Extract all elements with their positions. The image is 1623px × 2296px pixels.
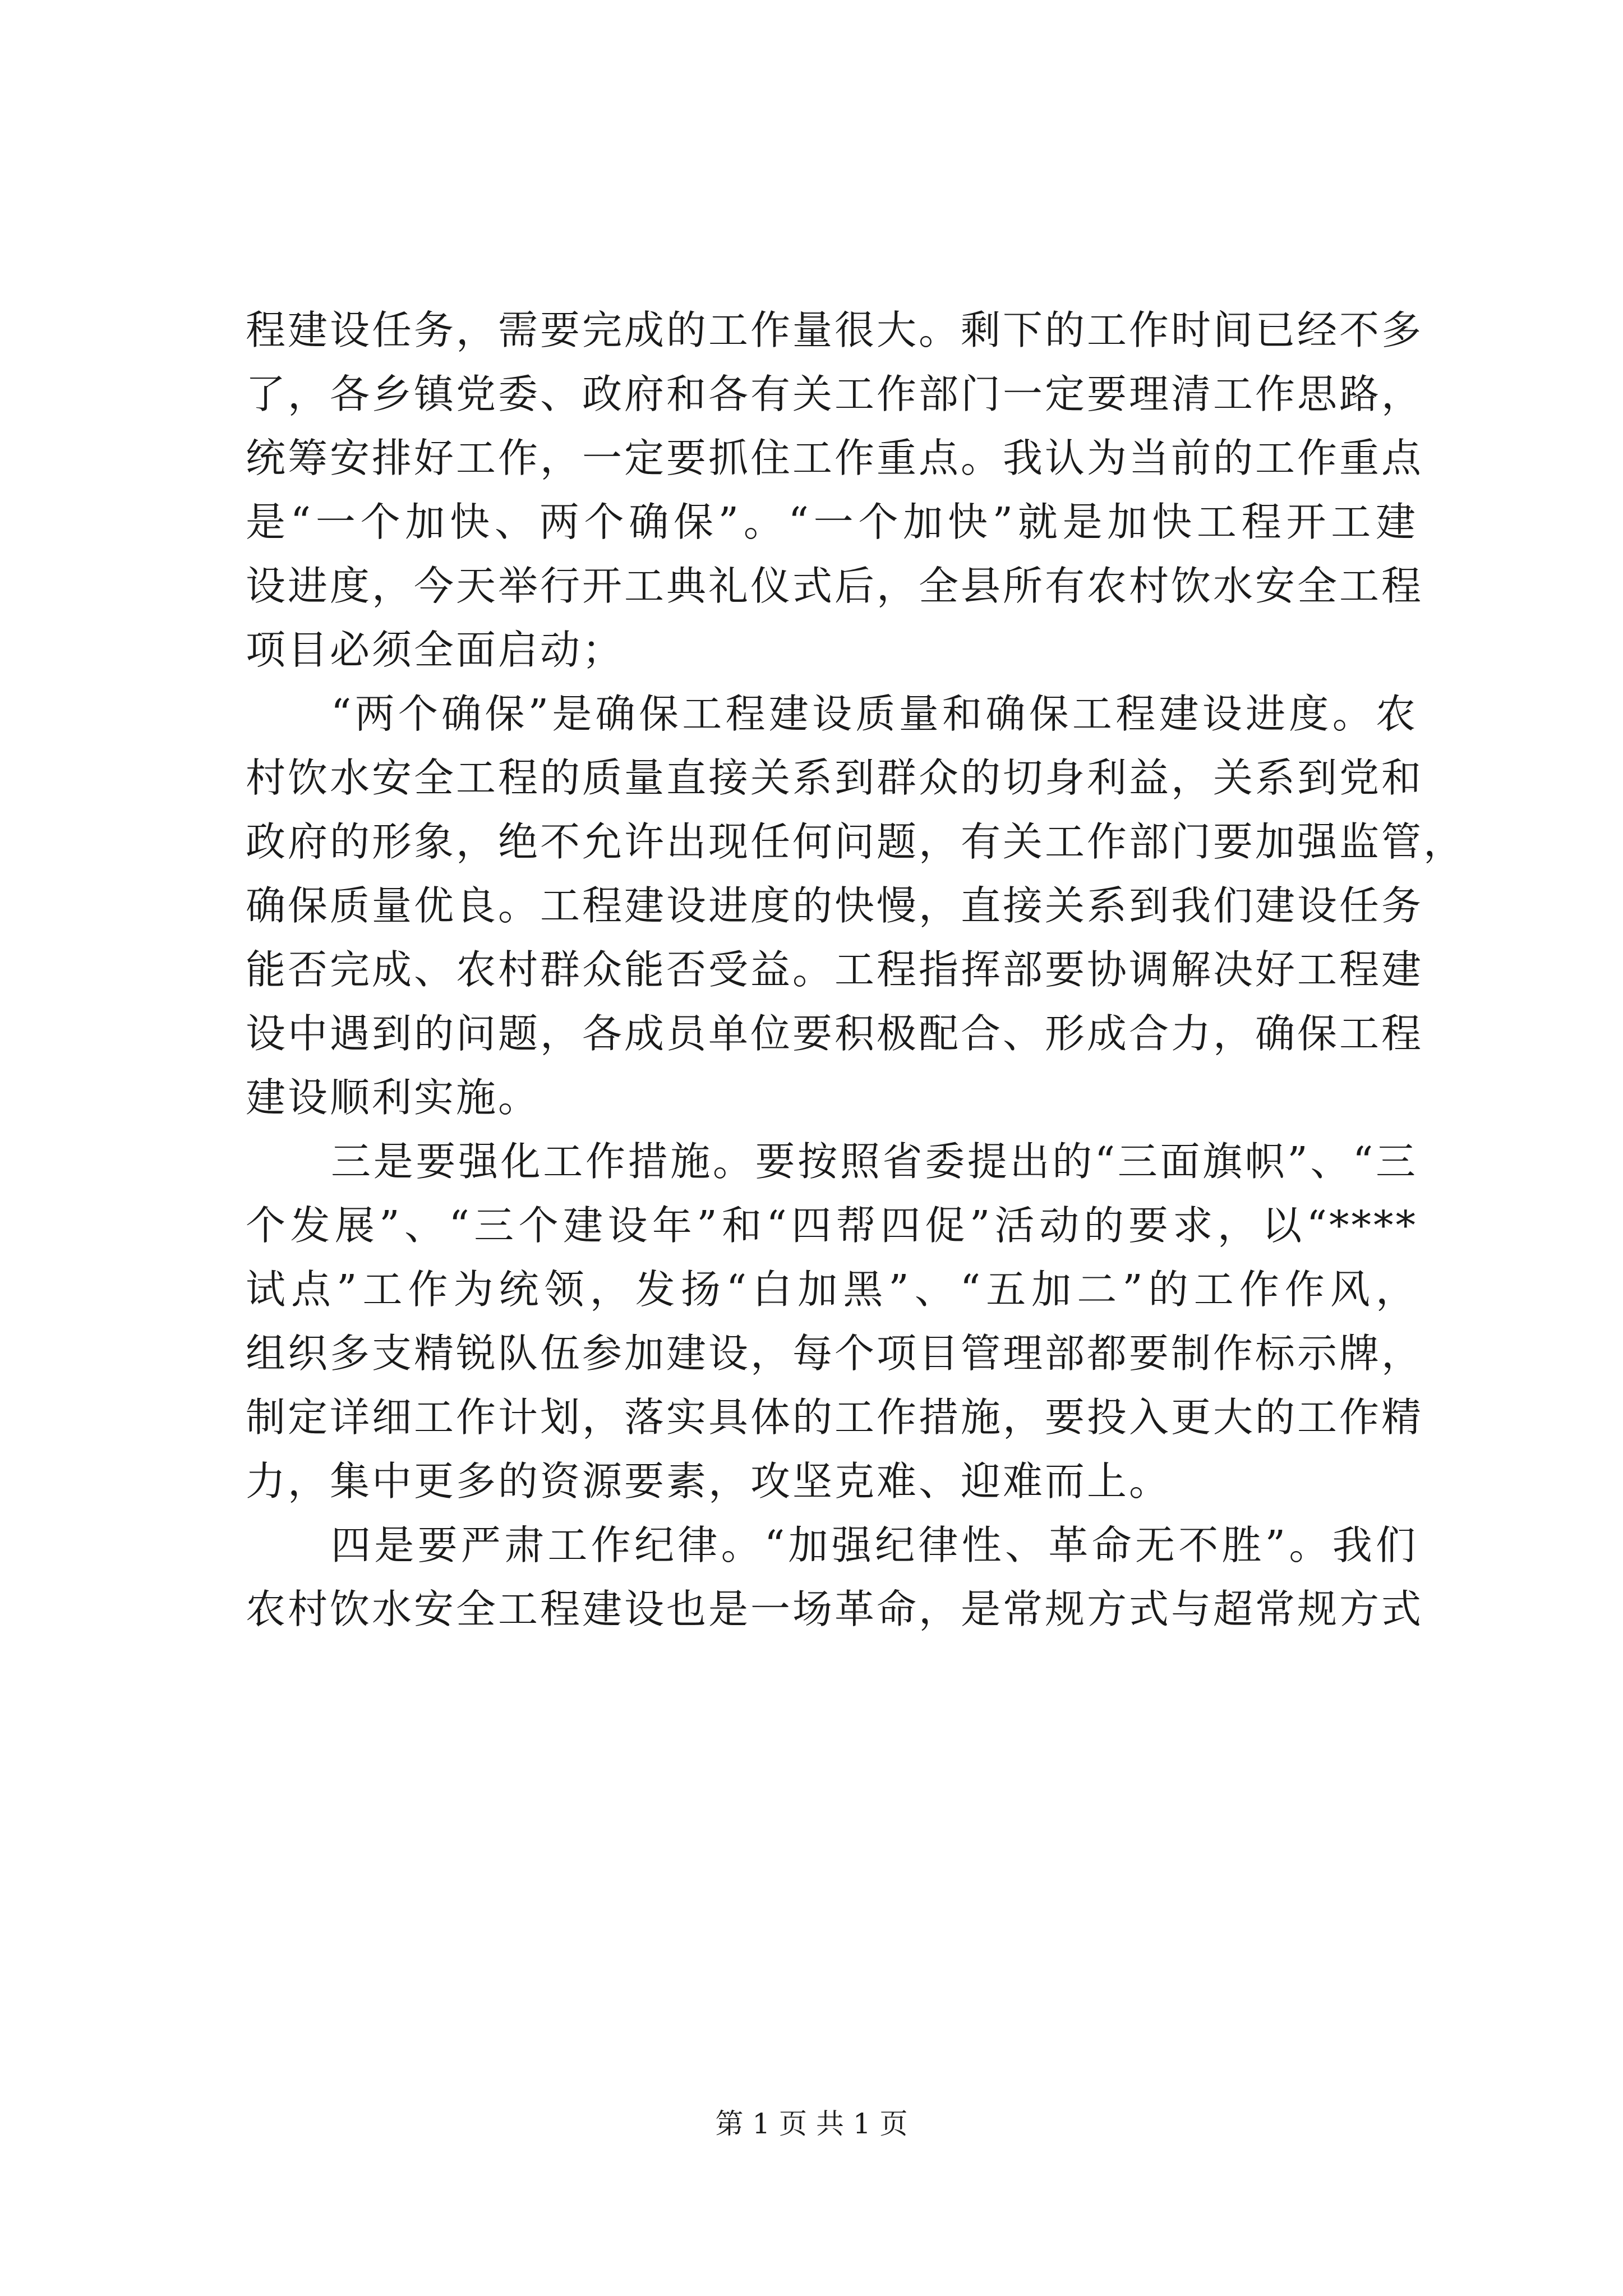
text-line: 能否完成、农村群众能否受益。工程指挥部要协调解决好工程建 <box>246 946 1424 993</box>
text-line: 村饮水安全工程的质量直接关系到群众的切身利益，关系到党和 <box>246 754 1424 801</box>
text-line: 程建设任务，需要完成的工作量很大。剩下的工作时间已经不多 <box>246 307 1424 353</box>
text-line: 项目必须全面启动； <box>246 627 625 673</box>
text-line: 组织多支精锐队伍参加建设，每个项目管理部都要制作标示牌， <box>246 1330 1424 1377</box>
document-body <box>246 298 1466 1641</box>
text-line: 制定详细工作计划，落实具体的工作措施，要投入更大的工作精 <box>246 1394 1424 1441</box>
text-line: 设中遇到的问题，各成员单位要积极配合、形成合力，确保工程 <box>246 1010 1424 1057</box>
text-line: 个发展”、“三个建设年”和“四帮四促”活动的要求，以“**** <box>246 1202 1418 1249</box>
text-line: 确保质量优良。工程建设进度的快慢，直接关系到我们建设任务 <box>246 882 1424 929</box>
text-line: 农村饮水安全工程建设也是一场革命，是常规方式与超常规方式 <box>246 1586 1424 1632</box>
text-line: 统筹安排好工作，一定要抓住工作重点。我认为当前的工作重点 <box>246 435 1424 481</box>
paragraph-first-line: 四是要严肃工作纪律。“加强纪律性、革命无不胜”。我们 <box>331 1522 1418 1568</box>
text-line: 设进度，今天举行开工典礼仪式后，全县所有农村饮水安全工程 <box>246 563 1424 609</box>
text-line: 是“一个加快、两个确保”。“一个加快”就是加快工程开工建 <box>246 499 1418 545</box>
paragraph-first-line: 三是要强化工作措施。要按照省委提出的“三面旗帜”、“三 <box>331 1138 1418 1185</box>
text-line: 试点”工作为统领，发扬“白加黑”、“五加二”的工作作风， <box>246 1266 1418 1313</box>
text-line: 了，各乡镇党委、政府和各有关工作部门一定要理清工作思路， <box>246 371 1424 417</box>
page-footer: 第 1 页 共 1 页 <box>715 2108 908 2140</box>
text-line: 力，集中更多的资源要素，攻坚克难、迎难而上。 <box>246 1458 1172 1504</box>
text-line: 建设顺利实施。 <box>246 1074 541 1121</box>
paragraph-first-line: “两个确保”是确保工程建设质量和确保工程建设进度。农 <box>331 691 1418 737</box>
text-line: 政府的形象，绝不允许出现任何问题，有关工作部门要加强监管， <box>246 818 1466 865</box>
